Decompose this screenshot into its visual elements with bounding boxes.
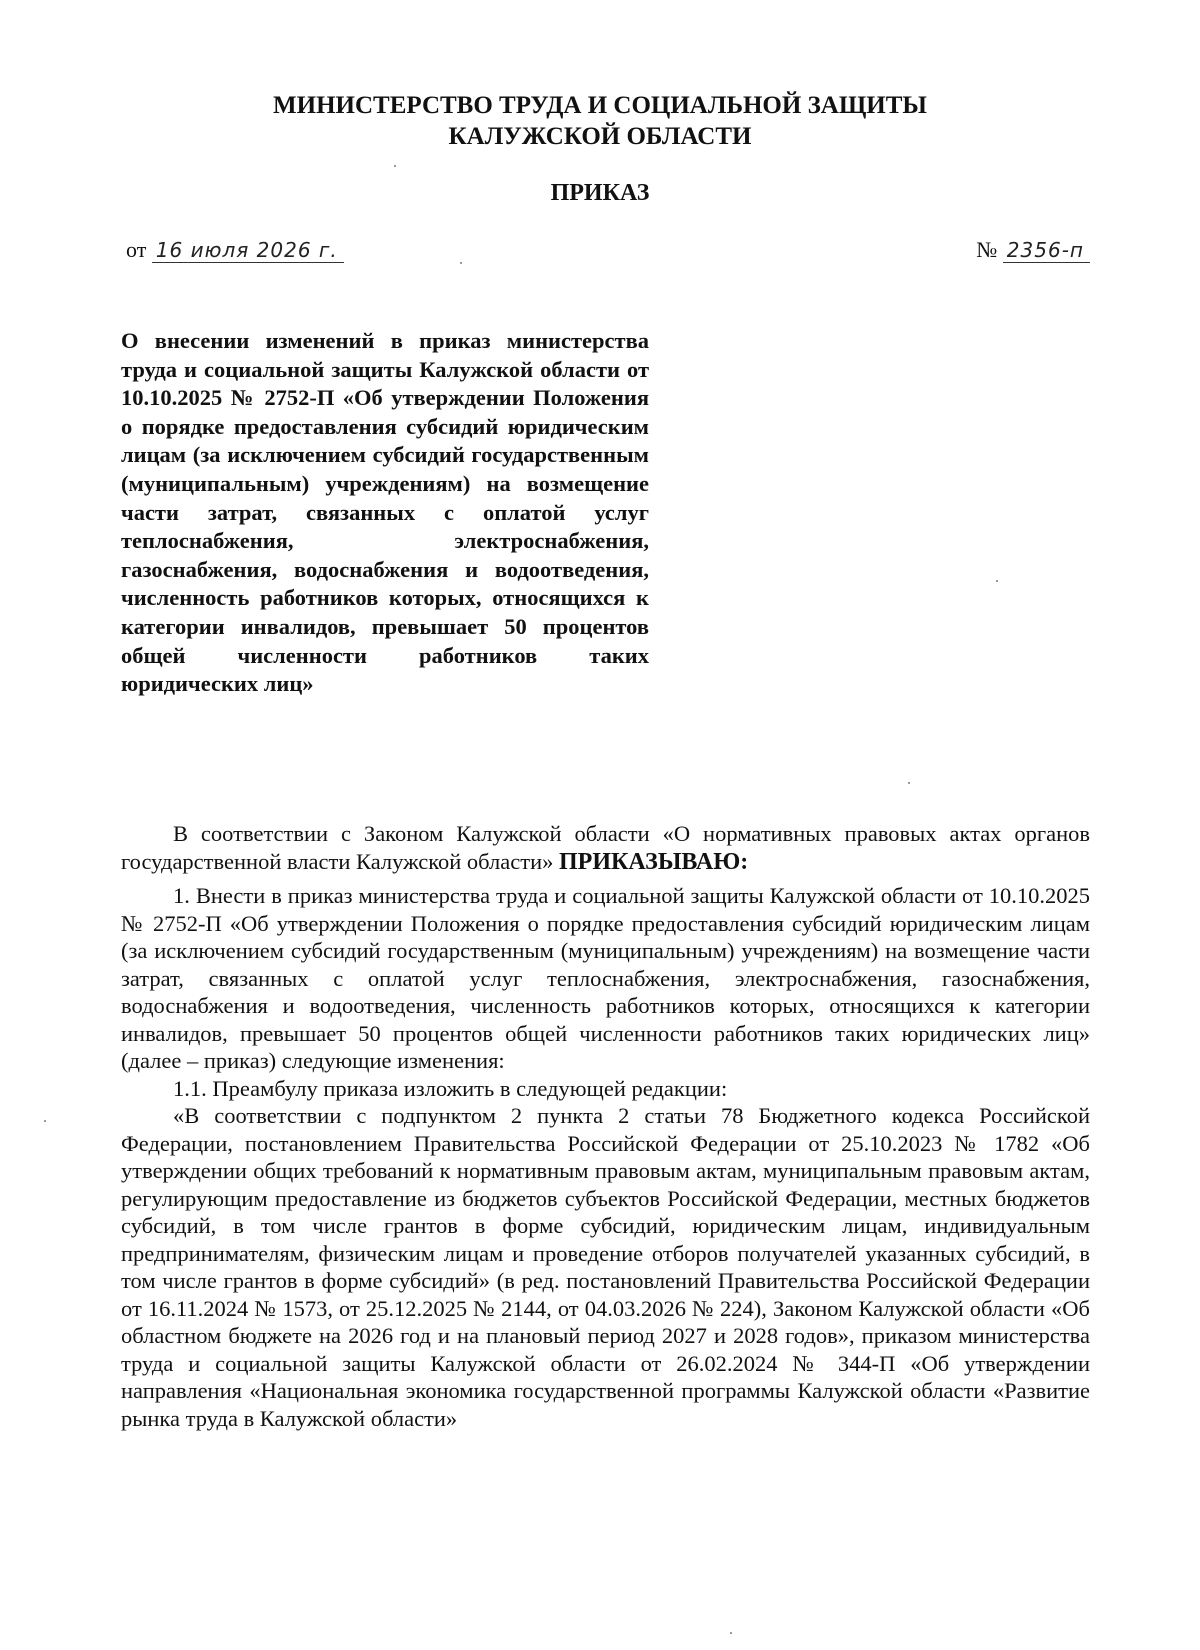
quoted-preamble: «В соответствии с подпунктом 2 пункта 2 статьи 78 Бюджетного кодекса Российской Федерации, постановлением Правительства Российской Федерации от 25.10.2023 № 1782 «Об утверждении общих требований к нормативным правовым актам, муниципальным правовым актам, регулирующим предоставление из бюджетов субъектов Российской Федерации, местных бюджетов субсидий, в том числе грантов в форме субсидий, юридическим лицам, индивидуальным предпринимателям, физическим лицам и проведение отборов получателей указанных субсидий, в том числе грантов в форме субсидий» (в ред. постановлений Правительства Российской Федерации от 16.11.2024 № 1573, от 25.12.2025 № 2144, от 04.03.2026 № 224), Законом Калужской области «Об областном бюджете на 2026 год и на плановый период 2027 и 2028 годов», приказом министерства труда и социальной защиты Калужской области от 26.02.2024 № 344-П «Об утверждении направления «Национальная экономика государственной программы Калужской области «Развитие рынка труда в Калужской области» — [121, 1103, 1090, 1431]
item-1-1: 1.1. Преамбулу приказа изложить в следующей редакции: — [173, 1075, 728, 1101]
handwritten-date: 16 июля 2026 г. — [152, 238, 344, 263]
date-line — [126, 237, 344, 263]
preamble-text: В соответствии с Законом Калужской области «О нормативных правовых актах органов государственной власти Калужской области» — [121, 821, 1090, 874]
document-body — [121, 820, 1090, 1432]
scan-speck — [730, 1632, 732, 1634]
scan-speck — [908, 782, 910, 784]
item-1: 1. Внести в приказ министерства труда и социальной защиты Калужской области от 10.10.2025 № 2752-П «Об утверждении Положения о порядке предоставления субсидий юридическим лицам (за исключением субсидий государственным (муниципальным) учреждениям) на возмещение части затрат, связанных с оплатой услуг теплоснабжения, электроснабжения, газоснабжения, водоснабжения и водоотведения, численность работников которых, относящихся к категории инвалидов, превышает 50 процентов общей численности работников таких юридических лиц» (далее – приказ) следующие изменения: — [121, 883, 1090, 1073]
ministry-name-line1: МИНИСТЕРСТВО ТРУДА И СОЦИАЛЬНОЙ ЗАЩИТЫ — [273, 92, 927, 119]
number-prefix: № — [976, 237, 998, 262]
ministry-name-line2: КАЛУЖСКОЙ ОБЛАСТИ — [448, 123, 752, 150]
number-line — [976, 237, 1090, 263]
order-word: ПРИКАЗЫВАЮ: — [559, 848, 749, 875]
document-subject: О внесении изменений в приказ министерства труда и социальной защиты Калужской области от 10.10.2025 № 2752-П «Об утверждении Положения о порядке предоставления субсидий юридическим лицам (за исключением субсидий государственным (муниципальным) учреждениям) на возмещение части затрат, связанных с оплатой услуг теплоснабжения, электроснабжения, газоснабжения, водоснабжения и водоотведения, численность работников которых, относящихся к категории инвалидов, превышает 50 процентов общей численности работников таких юридических лиц» — [121, 328, 649, 697]
ministry-header — [0, 90, 1200, 152]
scan-speck — [394, 165, 396, 167]
scan-speck — [44, 1120, 46, 1122]
date-prefix: от — [126, 237, 147, 262]
scan-speck — [996, 580, 998, 582]
scan-speck — [460, 262, 462, 264]
preamble-paragraph — [121, 820, 1090, 876]
handwritten-number: 2356-п — [1003, 238, 1090, 263]
document-type: ПРИКАЗ — [550, 180, 650, 206]
